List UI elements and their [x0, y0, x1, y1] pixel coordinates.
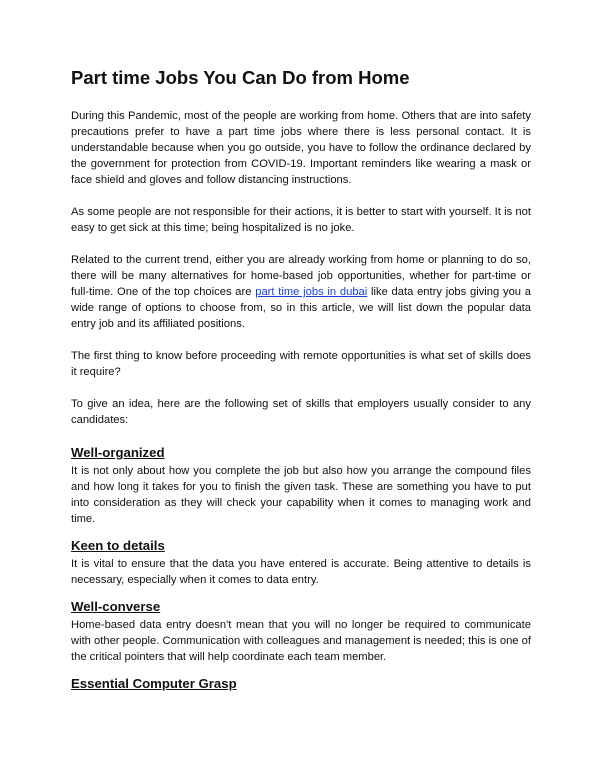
section-keen-to-details [71, 537, 531, 588]
document-page [71, 66, 531, 694]
part-time-jobs-link[interactable]: part time jobs in dubai [255, 286, 368, 298]
page-title: Part time Jobs You Can Do from Home [71, 67, 410, 88]
section-heading: Well-organized [71, 445, 165, 460]
responsibility-paragraph: As some people are not responsible for their actions, it is better to start with yourself. It is not easy to get sick at this time; being hospitalized is no joke. [71, 206, 531, 234]
trend-paragraph [71, 252, 531, 332]
skills-question-paragraph: The first thing to know before proceeding with remote opportunities is what set of skills does it require? [71, 350, 531, 378]
section-body: It is not only about how you complete the job but also how you arrange the compound files and how long it takes for you to finish the given task. These are something you have to put into consideration as they will check your capability when it comes to managing work and time. [71, 465, 531, 525]
trend-text-after: like data entry jobs giving you a wide range of options to choose from, so in this article, we will list down the popular data entry job and its affiliated positions. [71, 286, 531, 330]
section-body: It is vital to ensure that the data you have entered is accurate. Being attentive to details is necessary, especially when it comes to data entry. [71, 558, 531, 586]
section-body: Home-based data entry doesn't mean that you will no longer be required to communicate with other people. Communication with colleagues and management is needed; this is one of the critical pointers that will help coordinate each team member. [71, 619, 531, 663]
section-well-organized [71, 444, 531, 527]
trend-text-before: Related to the current trend, either you are already working from home or planning to do so, there will be many alternatives for home-based job opportunities, whether for part-time or full-time. One of the top choices are [71, 254, 531, 298]
section-heading: Keen to details [71, 538, 165, 553]
skills-intro-paragraph: To give an idea, here are the following set of skills that employers usually consider to any candidates: [71, 398, 531, 426]
section-heading: Well-converse [71, 599, 161, 614]
intro-paragraph: During this Pandemic, most of the people are working from home. Others that are into safety precautions prefer to have a part time jobs where there is less personal contact. It is understandable because when you go outside, you have to follow the ordinance declared by the government for protection from COVID-19. Important reminders like wearing a mask or face shield and gloves and follow distancing instructions. [71, 110, 531, 186]
section-essential-computer-grasp [71, 675, 531, 693]
section-well-converse [71, 598, 531, 665]
section-heading: Essential Computer Grasp [71, 676, 237, 691]
